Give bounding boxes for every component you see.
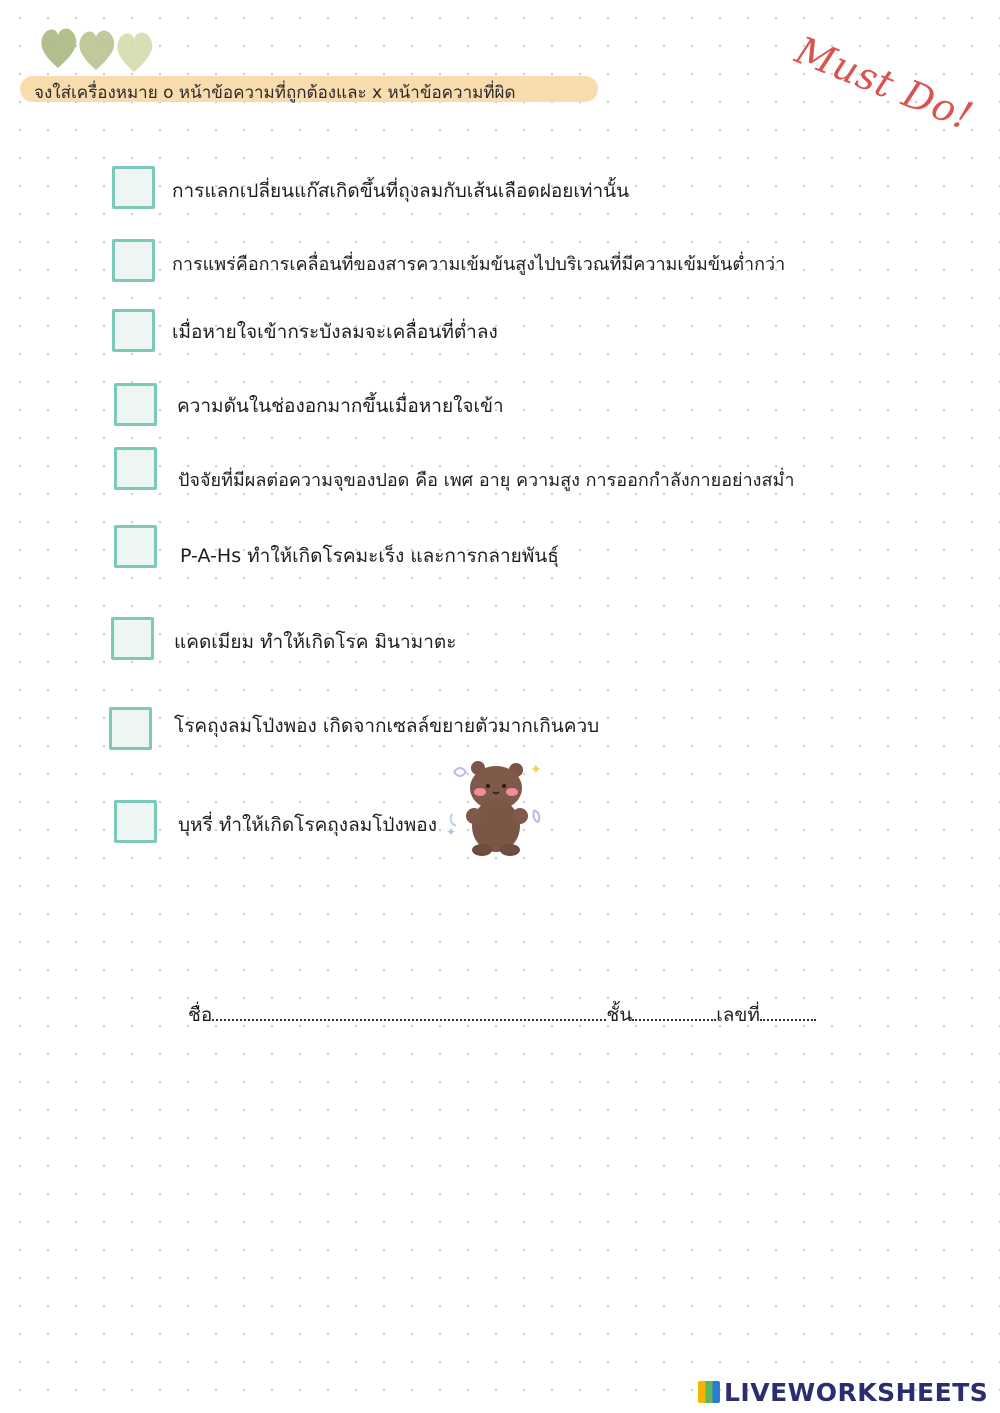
statement-text: ปัจจัยที่มีผลต่อความจุของปอด คือ เพศ อายุ ความสูง การออกกำลังกายอย่างสม่ำ <box>178 470 795 491</box>
bear-sticker-icon <box>444 758 548 858</box>
heart-icon <box>41 29 76 68</box>
answer-checkbox[interactable] <box>112 166 155 209</box>
list-item <box>0 239 1000 289</box>
number-field[interactable] <box>760 1001 816 1021</box>
class-label: ชั้น <box>606 1004 633 1026</box>
statement-text: ความดันในช่องอกมากขึ้นเมื่อหายใจเข้า <box>177 395 504 417</box>
list-item <box>0 617 1000 667</box>
answer-checkbox[interactable] <box>114 383 157 426</box>
student-info <box>188 1000 816 1030</box>
heart-icon <box>117 33 152 72</box>
liveworksheets-logo <box>698 1378 988 1407</box>
answer-checkbox[interactable] <box>114 447 157 490</box>
name-label: ชื่อ <box>188 1004 213 1026</box>
answer-checkbox[interactable] <box>111 617 154 660</box>
liveworksheets-logo-icon <box>698 1381 720 1403</box>
list-item <box>0 707 1000 757</box>
statement-text: การแลกเปลี่ยนแก๊สเกิดขึ้นที่ถุงลมกับเส้นเลือดฝอยเท่านั้น <box>172 180 630 202</box>
list-item <box>0 447 1000 497</box>
statement-text: P-A-Hs ทำให้เกิดโรคมะเร็ง และการกลายพันธุ์ <box>180 545 559 567</box>
instruction-text: จงใส่เครื่องหมาย o หน้าข้อความที่ถูกต้องและ x หน้าข้อความที่ผิด <box>34 83 516 103</box>
answer-checkbox[interactable] <box>112 309 155 352</box>
must-do-sticker: Must Do! <box>789 28 980 139</box>
list-item <box>0 166 1000 216</box>
svg-text:✦: ✦ <box>446 825 457 839</box>
statement-text: บุหรี่ ทำให้เกิดโรคถุงลมโป่งพอง <box>178 814 437 836</box>
hearts-decoration <box>38 22 158 74</box>
brand-text: LIVEWORKSHEETS <box>724 1378 989 1407</box>
class-field[interactable] <box>632 1001 716 1021</box>
list-item <box>0 309 1000 359</box>
svg-text:✦: ✦ <box>530 762 542 778</box>
statement-text: โรคถุงลมโป่งพอง เกิดจากเซลล์ขยายตัวมากเกินควบ <box>174 715 600 737</box>
number-label: เลขที่ <box>716 1004 760 1026</box>
name-field[interactable] <box>212 1001 606 1021</box>
answer-checkbox[interactable] <box>112 239 155 282</box>
instruction-banner <box>20 76 598 102</box>
answer-checkbox[interactable] <box>109 707 152 750</box>
statement-text: การแพร่คือการเคลื่อนที่ของสารความเข้มข้นสูงไปบริเวณที่มีความเข้มข้นต่ำกว่า <box>172 254 786 275</box>
statement-text: แคดเมียม ทำให้เกิดโรค มินามาตะ <box>174 631 457 653</box>
heart-icon <box>79 31 114 70</box>
answer-checkbox[interactable] <box>114 525 157 568</box>
answer-checkbox[interactable] <box>114 800 157 843</box>
list-item <box>0 525 1000 575</box>
statement-text: เมื่อหายใจเข้ากระบังลมจะเคลื่อนที่ต่ำลง <box>172 321 498 343</box>
list-item <box>0 383 1000 433</box>
